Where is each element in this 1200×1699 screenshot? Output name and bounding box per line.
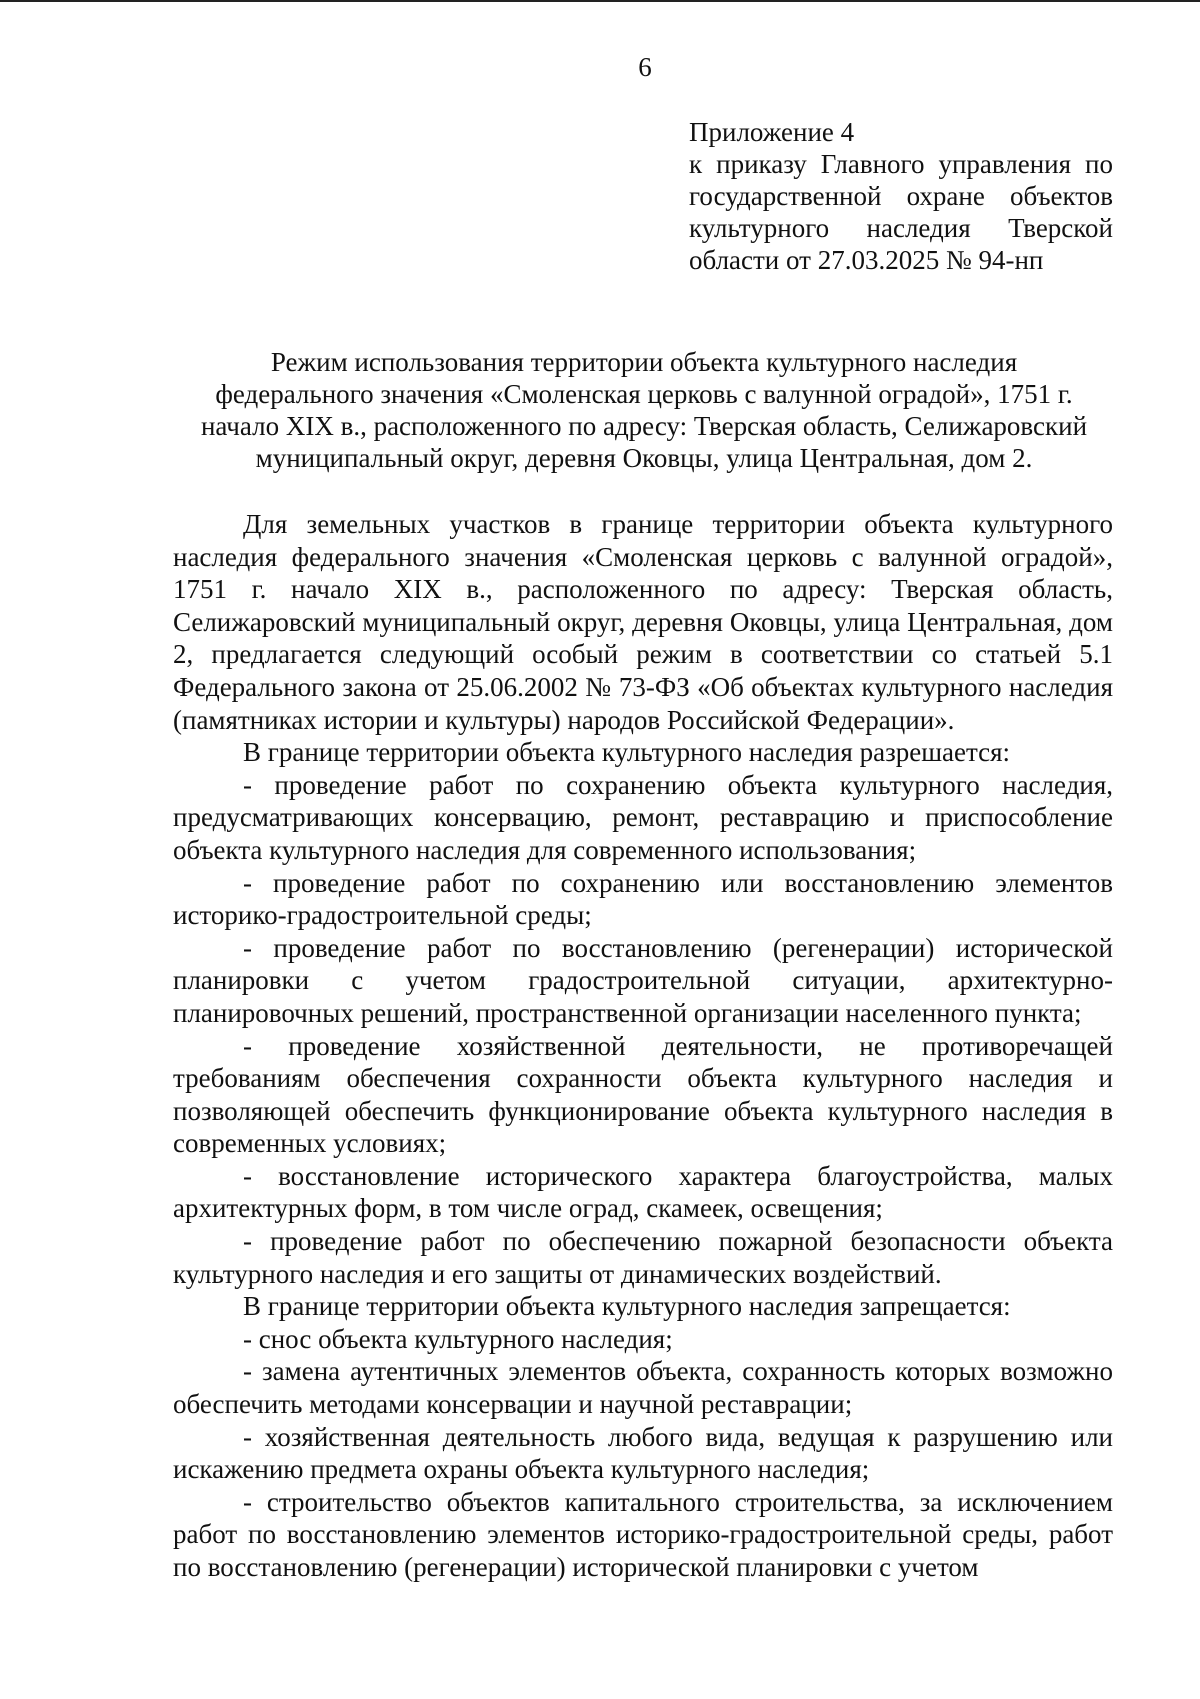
forbidden-item: - снос объекта культурного наследия; [243,1323,673,1354]
document-title [172,346,1116,474]
scan-edge-line [0,0,1200,2]
document-body [173,508,1113,1584]
appendix-line: государственной охране объектов [689,181,1113,211]
forbidden-heading: В границе территории объекта культурного наследия запрещается: [243,1291,1011,1322]
allowed-item: - проведение хозяйственной деятельности, не противоречащей требованиям обеспечения сохранности объекта культурного наследия и позволяющей обеспечить функционирование объекта культурного наследия в современных условиях; [173,1030,1113,1159]
appendix-line: к приказу Главного управления по [689,149,1113,179]
allowed-item: - проведение работ по сохранению объекта культурного наследия, предусматривающих консервацию, ремонт, реставрацию и приспособление объекта культурного наследия для современного использования; [173,769,1113,865]
appendix-line: области от 27.03.2025 № 94-нп [689,245,1044,275]
intro-paragraph: Для земельных участков в границе территории объекта культурного наследия федерального значения «Смоленская церковь с валунной оградой», 1751 г. начало XIX в., расположенного по адресу: Тверская область, Селижаровский муниципальный округ, деревня Оковцы, улица Центральная, дом 2, предлагается следующий особый режим в соответствии со статьей 5.1 Федерального закона от 25.06.2002 № 73-ФЗ «Об объектах культурного наследия (памятниках истории и культуры) народов Российской Федерации». [173,509,1113,735]
allowed-item: - проведение работ по восстановлению (регенерации) исторической планировки с учетом градостроительной ситуации, архитектурно-планировочных решений, пространственной организации населенного пункта; [173,932,1113,1028]
forbidden-item: - замена аутентичных элементов объекта, сохранность которых возможно обеспечить методами консервации и научной реставрации; [173,1356,1113,1420]
allowed-item: - восстановление исторического характера благоустройства, малых архитектурных форм, в том числе оград, скамеек, освещения; [173,1160,1113,1224]
forbidden-item: - хозяйственная деятельность любого вида, ведущая к разрушению или искажению предмета охраны объекта культурного наследия; [173,1421,1113,1485]
appendix-block [689,116,1113,276]
page-number: 6 [638,52,652,82]
allowed-item: - проведение работ по обеспечению пожарной безопасности объекта культурного наследия и его защиты от динамических воздействий. [173,1226,1113,1289]
title-line: федерального значения «Смоленская церковь с валунной оградой», 1751 г. [215,379,1073,409]
title-line: начало XIX в., расположенного по адресу: Тверская область, Селижаровский [200,411,1088,441]
title-line: Режим использования территории объекта культурного наследия [270,347,1018,377]
appendix-line: культурного наследия Тверской [689,213,1113,243]
forbidden-item: - строительство объектов капитального строительства, за исключением работ по восстановлению элементов историко-градостроительной среды, работ по восстановлению (регенерации) исторической планировки с учетом [173,1486,1113,1582]
appendix-title: Приложение 4 [689,117,855,147]
title-line: муниципальный округ, деревня Оковцы, улица Центральная, дом 2. [255,443,1033,473]
allowed-heading: В границе территории объекта культурного наследия разрешается: [243,737,1011,768]
allowed-item: - проведение работ по сохранению или восстановлению элементов историко-градостроительной среды; [173,867,1113,931]
